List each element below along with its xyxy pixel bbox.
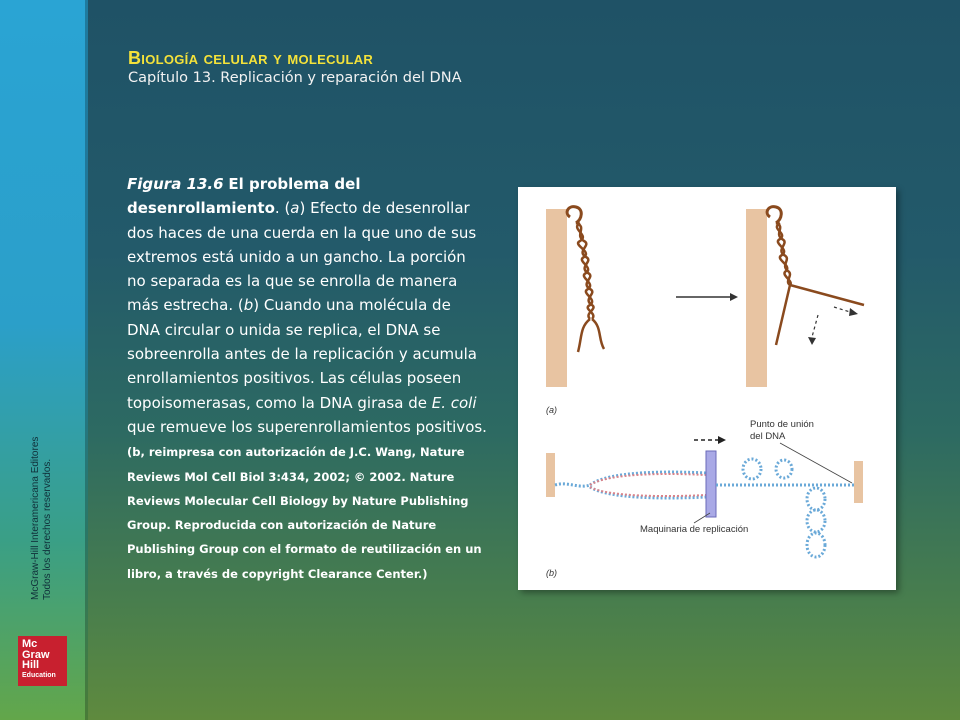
part-a-text: ) Efecto de desenrollar dos haces de una cuerda en la que uno de sus extremos está unido a un gancho. La porción no separada es la que se enrolla de manera más estrecha. (	[127, 199, 477, 315]
wall-left-b	[546, 453, 555, 497]
hook-right-icon	[767, 207, 781, 223]
chapter-subtitle: Capítulo 13. Replicación y reparación del DNA	[128, 70, 462, 86]
credit-text: (b, reimpresa con autorización de J.C. Wang, Nature Reviews Mol Cell Biol 3:434, 2002; © 2002. Nature Reviews Molecular Cell Biology by Nature Publishing Group. Reproducida con autorización de Nature Publishing Group con el formato de reutilización en un libro, a través de copyright Clearance Center.)	[127, 445, 482, 581]
label-machinery: Maquinaria de replicación	[640, 524, 749, 535]
dashed-arrow-down-head-icon	[808, 337, 816, 345]
machinery-arrow-head-icon	[718, 436, 726, 444]
panel-b-label: (b)	[546, 568, 557, 578]
label-junction-2: del DNA	[750, 431, 786, 442]
dna-left-strand	[555, 484, 590, 486]
dashed-arrow-right-head-icon	[849, 308, 858, 316]
label-junction-1: Punto de unión	[750, 419, 814, 430]
figure-illustration	[518, 187, 896, 590]
dna-upper-new	[590, 474, 706, 485]
wall-right-b	[854, 461, 863, 503]
logo-text-4: Education	[22, 671, 56, 679]
figure-title: El problema del desenrollamiento	[127, 175, 361, 218]
copyright-line-2: Todos los derechos reservados.	[42, 458, 53, 600]
part-b-text: ) Cuando una molécula de DNA circular o unida se replica, el DNA se sobreenrolla antes de la replicación y acumula enrollamientos positivos. Las células poseen topoisomerasas, como la DNA girasa de	[127, 296, 477, 412]
part-b-label: b	[243, 296, 254, 315]
publisher-logo	[18, 636, 67, 686]
copyright-notice	[30, 437, 54, 600]
replication-machinery	[706, 451, 716, 517]
dna-lower-strand	[590, 487, 706, 498]
logo-text-2: Graw	[22, 648, 50, 661]
organism-name: E. coli	[431, 393, 477, 412]
twisted-rope-left	[576, 223, 604, 352]
dashed-arrow-right	[834, 307, 850, 312]
logo-text-1: Mc	[22, 638, 38, 650]
rest-text: que remueve los superenrollamientos positivos.	[127, 417, 487, 436]
panel-a-label: (a)	[546, 405, 557, 415]
figure-caption: Figura 13.6 El problema del desenrollamiento. (a) Efecto de desenrollar dos haces de una cuerda en la que uno de sus extremos está unido a un gancho. La porción no separada es la que se enrolla de manera más estrecha. (b) Cuando una molécula de DNA circular o unida se replica, el DNA se sobreenrolla antes de la replicación y acumula enrollamientos positivos. Las células poseen topoisomerasas, como la DNA girasa de E. coli que remueve los superenrollamientos positivos. (b, reimpresa con autorización de J.C. Wang, Nature Reviews Mol Cell Biol 3:434, 2002; © 2002. Nature Reviews Molecular Cell Biology by Nature Publishing Group. Reproducida con autorización de Nature Publishing Group con el formato de reutilización en un libro, a través de copyright Clearance Center.)	[127, 175, 487, 581]
dna-upper-strand	[590, 472, 706, 485]
book-title: Biología celular y molecular	[128, 48, 374, 68]
figure-ref: Figura 13.6	[127, 175, 224, 193]
junction-pointer	[780, 443, 852, 483]
supercoil-loops	[743, 459, 825, 557]
wall-right-a	[746, 209, 767, 387]
hook-icon	[567, 207, 581, 223]
machinery-pointer	[694, 513, 710, 523]
left-sidebar	[0, 0, 88, 720]
wall-left-a	[546, 209, 567, 387]
part-a-label: a	[290, 199, 300, 218]
twisted-rope-right	[776, 223, 864, 345]
copyright-line-1: McGraw-Hill Interamericana Editores	[30, 436, 41, 600]
arrow-head-icon	[730, 293, 738, 301]
logo-text-3: Hill	[22, 659, 40, 671]
dna-lower-new	[590, 487, 706, 496]
dashed-arrow-down	[812, 315, 818, 337]
figure-panel	[518, 187, 896, 590]
